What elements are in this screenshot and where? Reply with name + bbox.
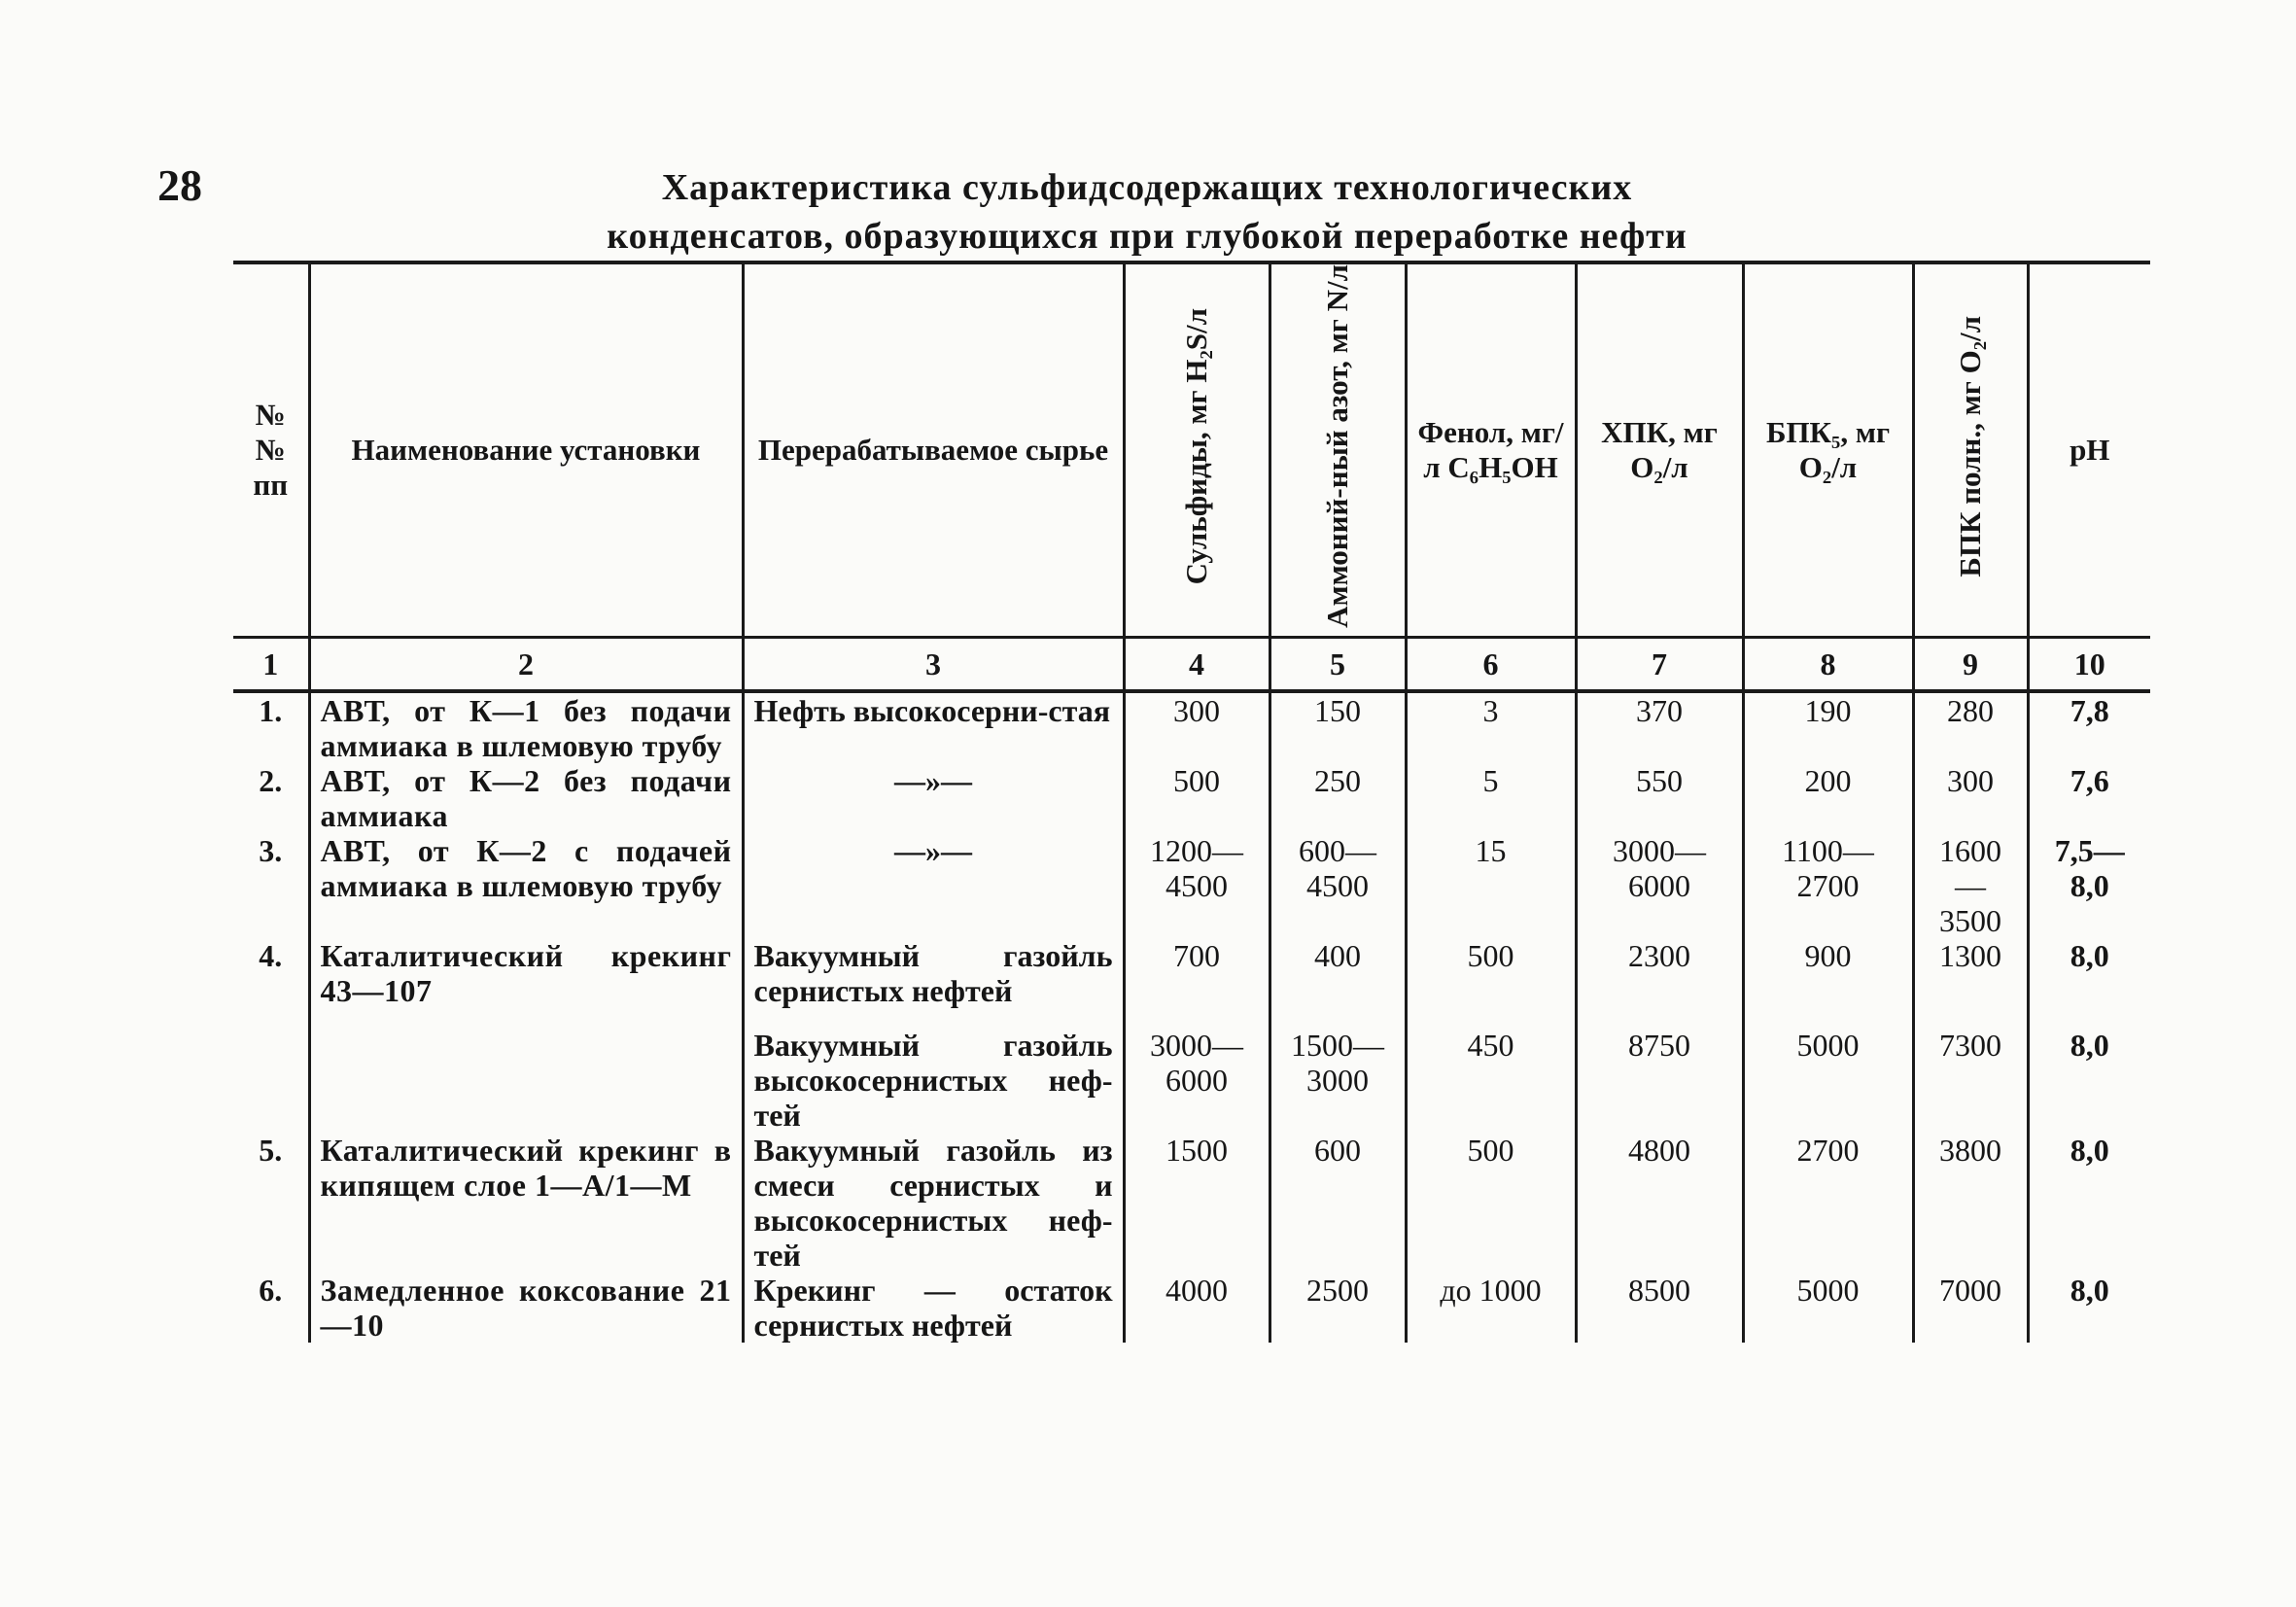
bod-full-value: 7300 [1913, 1008, 2028, 1133]
unit-name: Каталитический крекинг 43—107 [309, 938, 743, 1008]
bod-full-value: 3800 [1913, 1133, 2028, 1273]
feedstock: —»— [743, 763, 1124, 833]
page-number: 28 [157, 160, 202, 210]
bod-full-value: 1300 [1913, 938, 2028, 1008]
feedstock: Вакуумный газойль из смеси сернистых и высокосернистых неф-тей [743, 1133, 1124, 1273]
title-line-2: конденсатов, образующихся при глубокой переработке нефти [607, 216, 1687, 257]
column-number: 1 [233, 637, 309, 691]
feedstock: Крекинг — остаток сернистых нефтей [743, 1273, 1124, 1343]
ammonium-value: 600 [1270, 1133, 1406, 1273]
table-row [233, 691, 2150, 763]
row-number: 2. [259, 762, 283, 798]
feedstock: —»— [743, 833, 1124, 938]
header-cell: БПК₅, мг O₂/л [1743, 262, 1913, 637]
column-number-row [233, 637, 2150, 691]
row-number: 5. [259, 1132, 283, 1168]
phenol-value: 500 [1406, 1133, 1576, 1273]
header-cell [1913, 262, 2028, 637]
cod-value: 370 [1576, 691, 1743, 763]
cod-value: 8750 [1576, 1008, 1743, 1133]
sulfides-value: 1200—4500 [1124, 833, 1270, 938]
cod-value: 2300 [1576, 938, 1743, 1008]
column-number: 9 [1913, 637, 2028, 691]
header-cell: Фенол, мг/л C₆H₅OH [1406, 262, 1576, 637]
column-number: 4 [1124, 637, 1270, 691]
bod-full-value: 1600—3500 [1913, 833, 2028, 938]
ph-value: 7,8 [2028, 691, 2150, 763]
phenol-value: до 1000 [1406, 1273, 1576, 1343]
title-line-1: Характеристика сульфидсодержащих технологических [661, 167, 1633, 208]
table-row [233, 833, 2150, 938]
ammonium-value: 150 [1270, 691, 1406, 763]
feedstock: Вакуумный газойль сернистых нефтей [743, 938, 1124, 1008]
header-row [233, 262, 2150, 637]
sulfides-value: 3000—6000 [1124, 1008, 1270, 1133]
row-number: 4. [259, 937, 283, 973]
header-label: Аммоний-ный азот, мг N/л [1320, 264, 1354, 628]
ph-value: 8,0 [2028, 1273, 2150, 1343]
ammonium-value: 250 [1270, 763, 1406, 833]
phenol-value: 500 [1406, 938, 1576, 1008]
bod5-value: 190 [1743, 691, 1913, 763]
column-number: 3 [743, 637, 1124, 691]
ph-value: 8,0 [2028, 938, 2150, 1008]
phenol-value: 15 [1406, 833, 1576, 938]
bod5-value: 5000 [1743, 1008, 1913, 1133]
header-cell [1270, 262, 1406, 637]
table-row [233, 1273, 2150, 1343]
table-row [233, 938, 2150, 1008]
cod-value: 8500 [1576, 1273, 1743, 1343]
column-number: 10 [2028, 637, 2150, 691]
header-cell: №№ пп [233, 262, 309, 637]
header-cell: Перерабатываемое сырье [743, 262, 1124, 637]
table-row [233, 1133, 2150, 1273]
bod5-value: 900 [1743, 938, 1913, 1008]
phenol-value: 5 [1406, 763, 1576, 833]
ph-value: 7,5—8,0 [2028, 833, 2150, 938]
header-cell: pH [2028, 262, 2150, 637]
phenol-value: 450 [1406, 1008, 1576, 1133]
column-number: 2 [309, 637, 743, 691]
ammonium-value: 600—4500 [1270, 833, 1406, 938]
data-table [233, 261, 2150, 1343]
unit-name: Замедленное коксование 21—10 [309, 1273, 743, 1343]
cod-value: 4800 [1576, 1133, 1743, 1273]
column-number: 8 [1743, 637, 1913, 691]
column-number: 5 [1270, 637, 1406, 691]
sulfides-value: 500 [1124, 763, 1270, 833]
header-label: БПК полн., мг O₂/л [1953, 315, 1987, 577]
column-number: 7 [1576, 637, 1743, 691]
table-row [233, 763, 2150, 833]
page-title [418, 163, 1876, 261]
unit-name: АВТ, от К—2 с подачей аммиака в шлемовую трубу [309, 833, 743, 938]
row-number: 1. [259, 692, 283, 728]
unit-name: Каталитический крекинг в кипящем слое 1—А/1—М [309, 1133, 743, 1273]
column-number: 6 [1406, 637, 1576, 691]
header-cell: ХПК, мг O₂/л [1576, 262, 1743, 637]
unit-name: АВТ, от К—2 без подачи аммиака [309, 763, 743, 833]
header-cell [1124, 262, 1270, 637]
unit-name [309, 1008, 743, 1133]
unit-name: АВТ, от К—1 без подачи аммиака в шлемовую трубу [309, 691, 743, 763]
ph-value: 7,6 [2028, 763, 2150, 833]
row-number: 6. [259, 1272, 283, 1308]
bod-full-value: 7000 [1913, 1273, 2028, 1343]
bod-full-value: 280 [1913, 691, 2028, 763]
ammonium-value: 400 [1270, 938, 1406, 1008]
sulfides-value: 1500 [1124, 1133, 1270, 1273]
bod5-value: 1100—2700 [1743, 833, 1913, 938]
feedstock: Вакуумный газойль высокосернистых неф-тей [743, 1008, 1124, 1133]
cod-value: 3000—6000 [1576, 833, 1743, 938]
ammonium-value: 1500—3000 [1270, 1008, 1406, 1133]
bod5-value: 5000 [1743, 1273, 1913, 1343]
header-label: Сульфиды, мг H₂S/л [1179, 307, 1213, 585]
ph-value: 8,0 [2028, 1008, 2150, 1133]
table-row [233, 1008, 2150, 1133]
bod5-value: 2700 [1743, 1133, 1913, 1273]
header-cell: Наименование установки [309, 262, 743, 637]
row-number [233, 1008, 309, 1133]
row-number: 3. [259, 832, 283, 868]
ph-value: 8,0 [2028, 1133, 2150, 1273]
bod-full-value: 300 [1913, 763, 2028, 833]
ammonium-value: 2500 [1270, 1273, 1406, 1343]
sulfides-value: 4000 [1124, 1273, 1270, 1343]
cod-value: 550 [1576, 763, 1743, 833]
sulfides-value: 700 [1124, 938, 1270, 1008]
phenol-value: 3 [1406, 691, 1576, 763]
sulfides-value: 300 [1124, 691, 1270, 763]
feedstock: Нефть высокосерни-стая [743, 691, 1124, 763]
bod5-value: 200 [1743, 763, 1913, 833]
